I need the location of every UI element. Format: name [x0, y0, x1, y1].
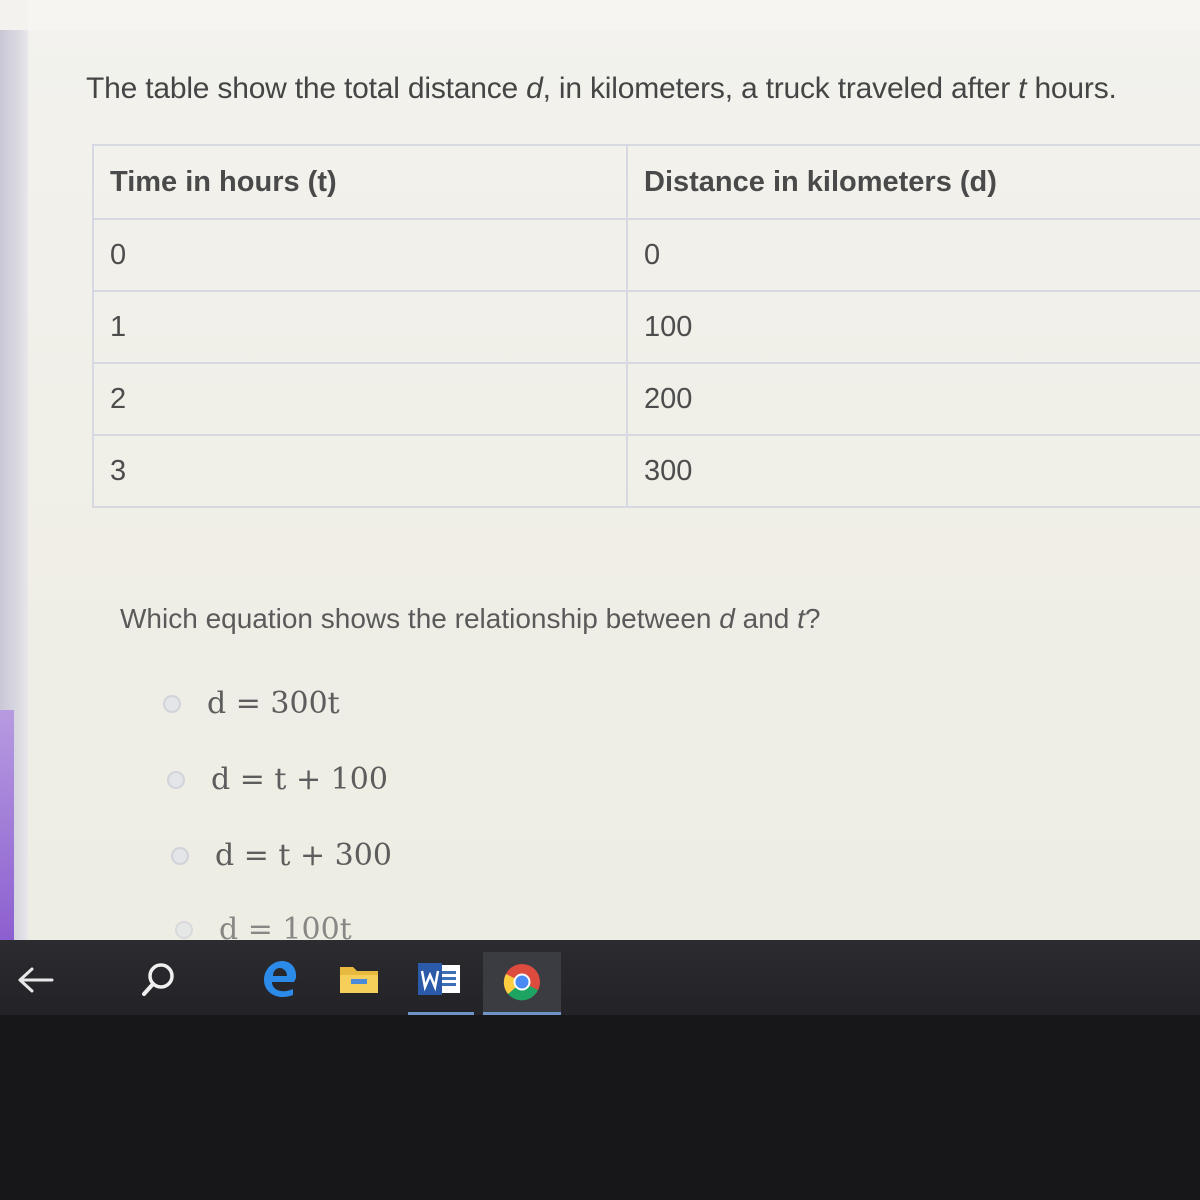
windows-taskbar: [0, 940, 1200, 1015]
question-var-t: t: [797, 603, 805, 634]
monitor-bezel: [0, 1015, 1200, 1200]
choice-label: d = t + 300: [215, 838, 392, 873]
table-row: [93, 363, 1200, 435]
table-header-row: [93, 145, 1200, 219]
choice-label: d = t + 100: [211, 762, 388, 797]
question-text: [120, 603, 820, 635]
header-time: Time in hours (t): [93, 145, 627, 219]
cell-distance: 200: [627, 363, 1200, 435]
cell-time: 0: [93, 219, 627, 291]
question-text-3: ?: [804, 603, 821, 634]
header-distance: Distance in kilometers (d): [627, 145, 1200, 219]
search-icon[interactable]: [136, 958, 180, 1002]
radio-button[interactable]: [171, 847, 189, 865]
prompt-var-d: d: [526, 72, 543, 105]
question-text-1: Which equation shows the relationship between: [120, 603, 720, 634]
radio-button[interactable]: [175, 921, 193, 939]
cell-time: 2: [93, 363, 627, 435]
word-icon[interactable]: [414, 956, 464, 1002]
edge-icon[interactable]: [258, 956, 302, 1002]
prompt-text-2: , in kilometers, a truck traveled after: [542, 72, 1019, 105]
table-row: [93, 219, 1200, 291]
answer-choice-a[interactable]: [163, 686, 340, 721]
sidebar-accent: [0, 710, 14, 940]
cell-time: 3: [93, 435, 627, 507]
cell-distance: 100: [627, 291, 1200, 363]
cell-distance: 300: [627, 435, 1200, 507]
cell-time: 1: [93, 291, 627, 363]
question-text-2: and: [734, 603, 798, 634]
answer-choice-c[interactable]: [171, 838, 392, 873]
choice-label: d = 300t: [207, 686, 340, 721]
radio-button[interactable]: [163, 695, 181, 713]
distance-table: [92, 144, 1200, 508]
question-var-d: d: [719, 603, 735, 634]
cell-distance: 0: [627, 219, 1200, 291]
chrome-icon[interactable]: [483, 952, 561, 1012]
top-strip: [28, 0, 1200, 30]
prompt-text-3: hours.: [1026, 72, 1117, 105]
table-row: [93, 291, 1200, 363]
left-sidebar: [0, 30, 28, 940]
radio-button[interactable]: [167, 771, 185, 789]
prompt-text-1: The table show the total distance: [86, 72, 527, 105]
prompt-var-t: t: [1018, 72, 1027, 105]
table-row: [93, 435, 1200, 507]
answer-choice-d[interactable]: [175, 912, 352, 940]
arrow-left-icon[interactable]: [14, 960, 58, 1000]
problem-prompt: [86, 72, 1117, 106]
answer-choice-b[interactable]: [167, 762, 388, 797]
choice-label: d = 100t: [219, 912, 352, 940]
file-explorer-icon[interactable]: [336, 958, 382, 1000]
